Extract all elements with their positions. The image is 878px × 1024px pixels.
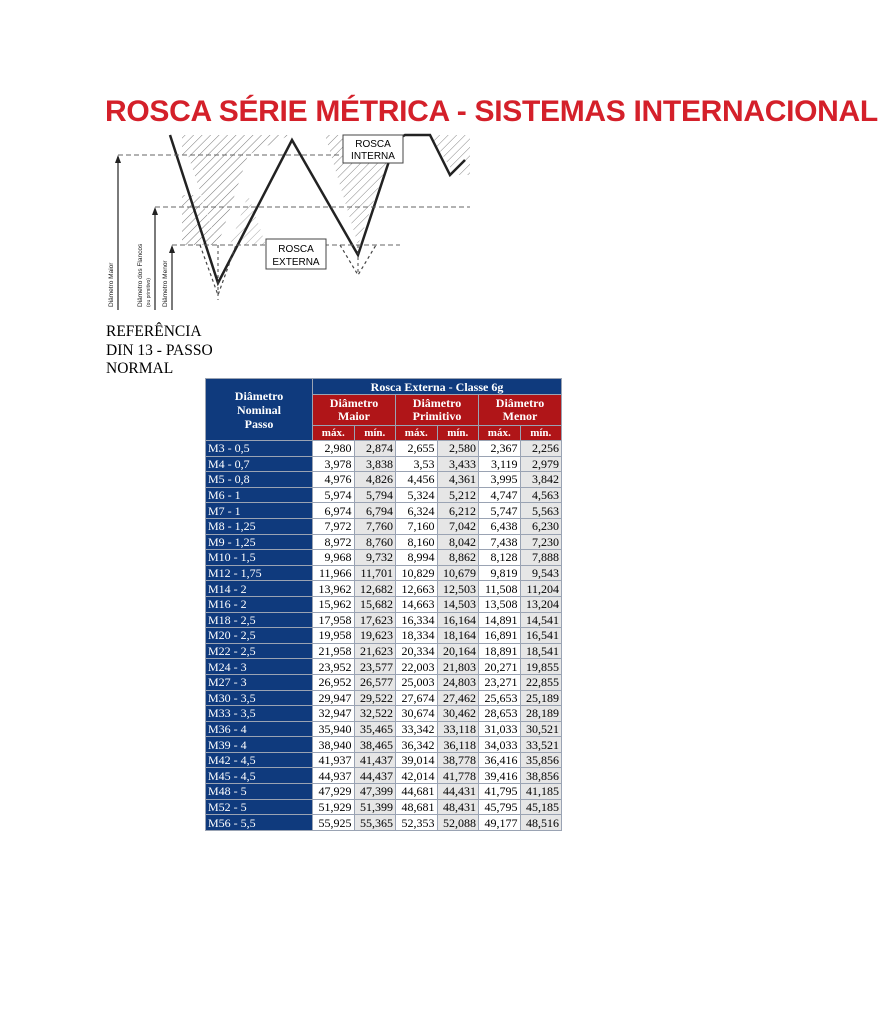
value-cell: 32,947 [313,706,355,722]
internal-label-line2: INTERNA [351,151,395,162]
value-cell: 13,962 [313,581,355,597]
value-cell: 51,929 [313,799,355,815]
value-cell: 18,334 [396,628,438,644]
pitch-diameter-header: Diâmetro Primitivo [396,395,479,426]
value-cell: 3,842 [520,472,562,488]
min-header: mín. [437,426,479,441]
value-cell: 19,855 [520,659,562,675]
axis-minor-label: Diâmetro Menor [162,260,169,307]
value-cell: 31,033 [479,721,521,737]
value-cell: 35,465 [354,721,396,737]
value-cell: 2,367 [479,441,521,457]
minor-arrow-head [169,245,175,253]
value-cell: 49,177 [479,815,521,831]
table-row [206,674,562,690]
max-header: máx. [396,426,438,441]
value-cell: 36,342 [396,737,438,753]
thread-profile-diagram [100,135,480,315]
value-cell: 20,334 [396,643,438,659]
value-cell: 18,891 [479,643,521,659]
value-cell: 41,185 [520,784,562,800]
value-cell: 18,541 [520,643,562,659]
max-header: máx. [313,426,355,441]
value-cell: 19,958 [313,628,355,644]
value-cell: 5,747 [479,503,521,519]
thread-size-cell: M20 - 2,5 [206,628,313,644]
value-cell: 38,856 [520,768,562,784]
value-cell: 4,456 [396,472,438,488]
value-cell: 4,826 [354,472,396,488]
major-diameter-header: Diâmetro Maior [313,395,396,426]
value-cell: 11,966 [313,565,355,581]
value-cell: 2,655 [396,441,438,457]
value-cell: 9,732 [354,550,396,566]
value-cell: 25,003 [396,674,438,690]
value-cell: 3,433 [437,456,479,472]
value-cell: 10,679 [437,565,479,581]
value-cell: 6,230 [520,518,562,534]
pitch-arrow-head [152,207,158,215]
value-cell: 48,516 [520,815,562,831]
table-row [206,456,562,472]
value-cell: 36,416 [479,752,521,768]
value-cell: 14,503 [437,596,479,612]
value-cell: 17,958 [313,612,355,628]
table-row [206,534,562,550]
thread-size-cell: M12 - 1,75 [206,565,313,581]
thread-size-cell: M48 - 5 [206,784,313,800]
value-cell: 27,674 [396,690,438,706]
value-cell: 8,128 [479,550,521,566]
value-cell: 5,794 [354,487,396,503]
value-cell: 14,541 [520,612,562,628]
value-cell: 13,508 [479,596,521,612]
thread-spec-table [205,378,562,831]
value-cell: 48,431 [437,799,479,815]
value-cell: 3,838 [354,456,396,472]
value-cell: 9,968 [313,550,355,566]
thread-size-cell: M4 - 0,7 [206,456,313,472]
value-cell: 7,888 [520,550,562,566]
value-cell: 5,974 [313,487,355,503]
nominal-diameter-header: Diâmetro Nominal Passo [206,379,313,441]
thread-size-cell: M36 - 4 [206,721,313,737]
value-cell: 28,653 [479,706,521,722]
value-cell: 25,653 [479,690,521,706]
value-cell: 7,972 [313,518,355,534]
thread-size-cell: M8 - 1,25 [206,518,313,534]
value-cell: 41,778 [437,768,479,784]
value-cell: 20,164 [437,643,479,659]
value-cell: 45,185 [520,799,562,815]
value-cell: 29,947 [313,690,355,706]
value-cell: 17,623 [354,612,396,628]
value-cell: 45,795 [479,799,521,815]
value-cell: 12,682 [354,581,396,597]
external-label-line2: EXTERNA [272,257,320,268]
value-cell: 35,940 [313,721,355,737]
thread-size-cell: M56 - 5,5 [206,815,313,831]
min-header: mín. [520,426,562,441]
value-cell: 6,974 [313,503,355,519]
value-cell: 8,972 [313,534,355,550]
value-cell: 44,431 [437,784,479,800]
value-cell: 47,399 [354,784,396,800]
table-row [206,518,562,534]
table-row [206,799,562,815]
table-row [206,659,562,675]
reference-line: NORMAL [106,360,174,377]
axis-major-label: Diâmetro Maior [108,262,115,307]
value-cell: 33,342 [396,721,438,737]
table-row [206,503,562,519]
value-cell: 12,503 [437,581,479,597]
value-cell: 27,462 [437,690,479,706]
value-cell: 7,230 [520,534,562,550]
value-cell: 26,952 [313,674,355,690]
value-cell: 52,353 [396,815,438,831]
table-row [206,768,562,784]
thread-size-cell: M52 - 5 [206,799,313,815]
value-cell: 33,521 [520,737,562,753]
table-row [206,628,562,644]
reference-note [106,323,236,379]
table-row [206,737,562,753]
value-cell: 30,674 [396,706,438,722]
value-cell: 39,014 [396,752,438,768]
value-cell: 23,271 [479,674,521,690]
value-cell: 47,929 [313,784,355,800]
value-cell: 4,563 [520,487,562,503]
value-cell: 32,522 [354,706,396,722]
value-cell: 20,271 [479,659,521,675]
table-row [206,487,562,503]
thread-size-cell: M9 - 1,25 [206,534,313,550]
value-cell: 19,623 [354,628,396,644]
page-title: ROSCA SÉRIE MÉTRICA - SISTEMAS INTERNACIONAL [105,95,878,128]
value-cell: 16,891 [479,628,521,644]
value-cell: 26,577 [354,674,396,690]
value-cell: 7,160 [396,518,438,534]
value-cell: 3,978 [313,456,355,472]
table-row [206,721,562,737]
table-row [206,441,562,457]
value-cell: 8,862 [437,550,479,566]
value-cell: 30,521 [520,721,562,737]
table-row [206,472,562,488]
value-cell: 44,937 [313,768,355,784]
reference-line: DIN 13 - PASSO [106,341,213,359]
thread-size-cell: M5 - 0,8 [206,472,313,488]
value-cell: 6,794 [354,503,396,519]
table-row [206,690,562,706]
value-cell: 35,856 [520,752,562,768]
thread-size-cell: M27 - 3 [206,674,313,690]
value-cell: 21,803 [437,659,479,675]
value-cell: 3,119 [479,456,521,472]
external-label-line1: ROSCA [278,244,314,255]
value-cell: 42,014 [396,768,438,784]
value-cell: 38,940 [313,737,355,753]
value-cell: 9,819 [479,565,521,581]
table-row [206,643,562,659]
thread-size-cell: M10 - 1,5 [206,550,313,566]
value-cell: 24,803 [437,674,479,690]
value-cell: 15,962 [313,596,355,612]
thread-size-cell: M42 - 4,5 [206,752,313,768]
minor-diameter-header: Diâmetro Menor [479,395,562,426]
axis-pitch-label: Diâmetro dos Flancos [137,243,144,307]
max-header: máx. [479,426,521,441]
value-cell: 11,701 [354,565,396,581]
value-cell: 3,53 [396,456,438,472]
table-row [206,581,562,597]
value-cell: 2,979 [520,456,562,472]
value-cell: 36,118 [437,737,479,753]
value-cell: 41,437 [354,752,396,768]
value-cell: 51,399 [354,799,396,815]
value-cell: 5,212 [437,487,479,503]
thread-size-cell: M3 - 0,5 [206,441,313,457]
value-cell: 4,976 [313,472,355,488]
value-cell: 22,855 [520,674,562,690]
value-cell: 55,925 [313,815,355,831]
value-cell: 6,438 [479,518,521,534]
thread-size-cell: M39 - 4 [206,737,313,753]
table-row [206,706,562,722]
thread-size-cell: M24 - 3 [206,659,313,675]
major-arrow-head [115,155,121,163]
value-cell: 16,164 [437,612,479,628]
value-cell: 6,212 [437,503,479,519]
value-cell: 16,334 [396,612,438,628]
value-cell: 44,681 [396,784,438,800]
thread-size-cell: M14 - 2 [206,581,313,597]
value-cell: 7,438 [479,534,521,550]
reference-line: REFERÊNCIA [106,323,202,340]
table-row [206,784,562,800]
thread-size-cell: M22 - 2,5 [206,643,313,659]
value-cell: 38,778 [437,752,479,768]
value-cell: 52,088 [437,815,479,831]
value-cell: 38,465 [354,737,396,753]
thread-size-cell: M7 - 1 [206,503,313,519]
value-cell: 21,623 [354,643,396,659]
table-row [206,596,562,612]
value-cell: 8,042 [437,534,479,550]
value-cell: 5,563 [520,503,562,519]
value-cell: 22,003 [396,659,438,675]
value-cell: 6,324 [396,503,438,519]
value-cell: 33,118 [437,721,479,737]
thread-size-cell: M18 - 2,5 [206,612,313,628]
value-cell: 41,937 [313,752,355,768]
value-cell: 41,795 [479,784,521,800]
value-cell: 39,416 [479,768,521,784]
value-cell: 13,204 [520,596,562,612]
internal-label-line1: ROSCA [355,139,391,150]
value-cell: 23,577 [354,659,396,675]
table-row [206,565,562,581]
value-cell: 44,437 [354,768,396,784]
value-cell: 7,760 [354,518,396,534]
value-cell: 2,874 [354,441,396,457]
value-cell: 14,891 [479,612,521,628]
value-cell: 28,189 [520,706,562,722]
table-row [206,550,562,566]
value-cell: 11,204 [520,581,562,597]
value-cell: 12,663 [396,581,438,597]
table-row [206,612,562,628]
axis-pitch-sublabel: (ou primitivo) [146,278,152,307]
value-cell: 18,164 [437,628,479,644]
value-cell: 2,580 [437,441,479,457]
value-cell: 23,952 [313,659,355,675]
table-row [206,752,562,768]
thread-size-cell: M45 - 4,5 [206,768,313,784]
value-cell: 11,508 [479,581,521,597]
value-cell: 7,042 [437,518,479,534]
value-cell: 21,958 [313,643,355,659]
thread-size-cell: M33 - 3,5 [206,706,313,722]
value-cell: 4,361 [437,472,479,488]
thread-size-cell: M30 - 3,5 [206,690,313,706]
value-cell: 8,160 [396,534,438,550]
value-cell: 5,324 [396,487,438,503]
value-cell: 55,365 [354,815,396,831]
thread-size-cell: M16 - 2 [206,596,313,612]
value-cell: 8,994 [396,550,438,566]
value-cell: 4,747 [479,487,521,503]
thread-size-cell: M6 - 1 [206,487,313,503]
value-cell: 30,462 [437,706,479,722]
value-cell: 2,256 [520,441,562,457]
external-thread-group-header: Rosca Externa - Classe 6g [313,379,562,395]
min-header: mín. [354,426,396,441]
value-cell: 8,760 [354,534,396,550]
value-cell: 2,980 [313,441,355,457]
value-cell: 14,663 [396,596,438,612]
value-cell: 3,995 [479,472,521,488]
value-cell: 29,522 [354,690,396,706]
value-cell: 34,033 [479,737,521,753]
value-cell: 15,682 [354,596,396,612]
value-cell: 48,681 [396,799,438,815]
value-cell: 9,543 [520,565,562,581]
value-cell: 10,829 [396,565,438,581]
value-cell: 16,541 [520,628,562,644]
value-cell: 25,189 [520,690,562,706]
table-row [206,815,562,831]
